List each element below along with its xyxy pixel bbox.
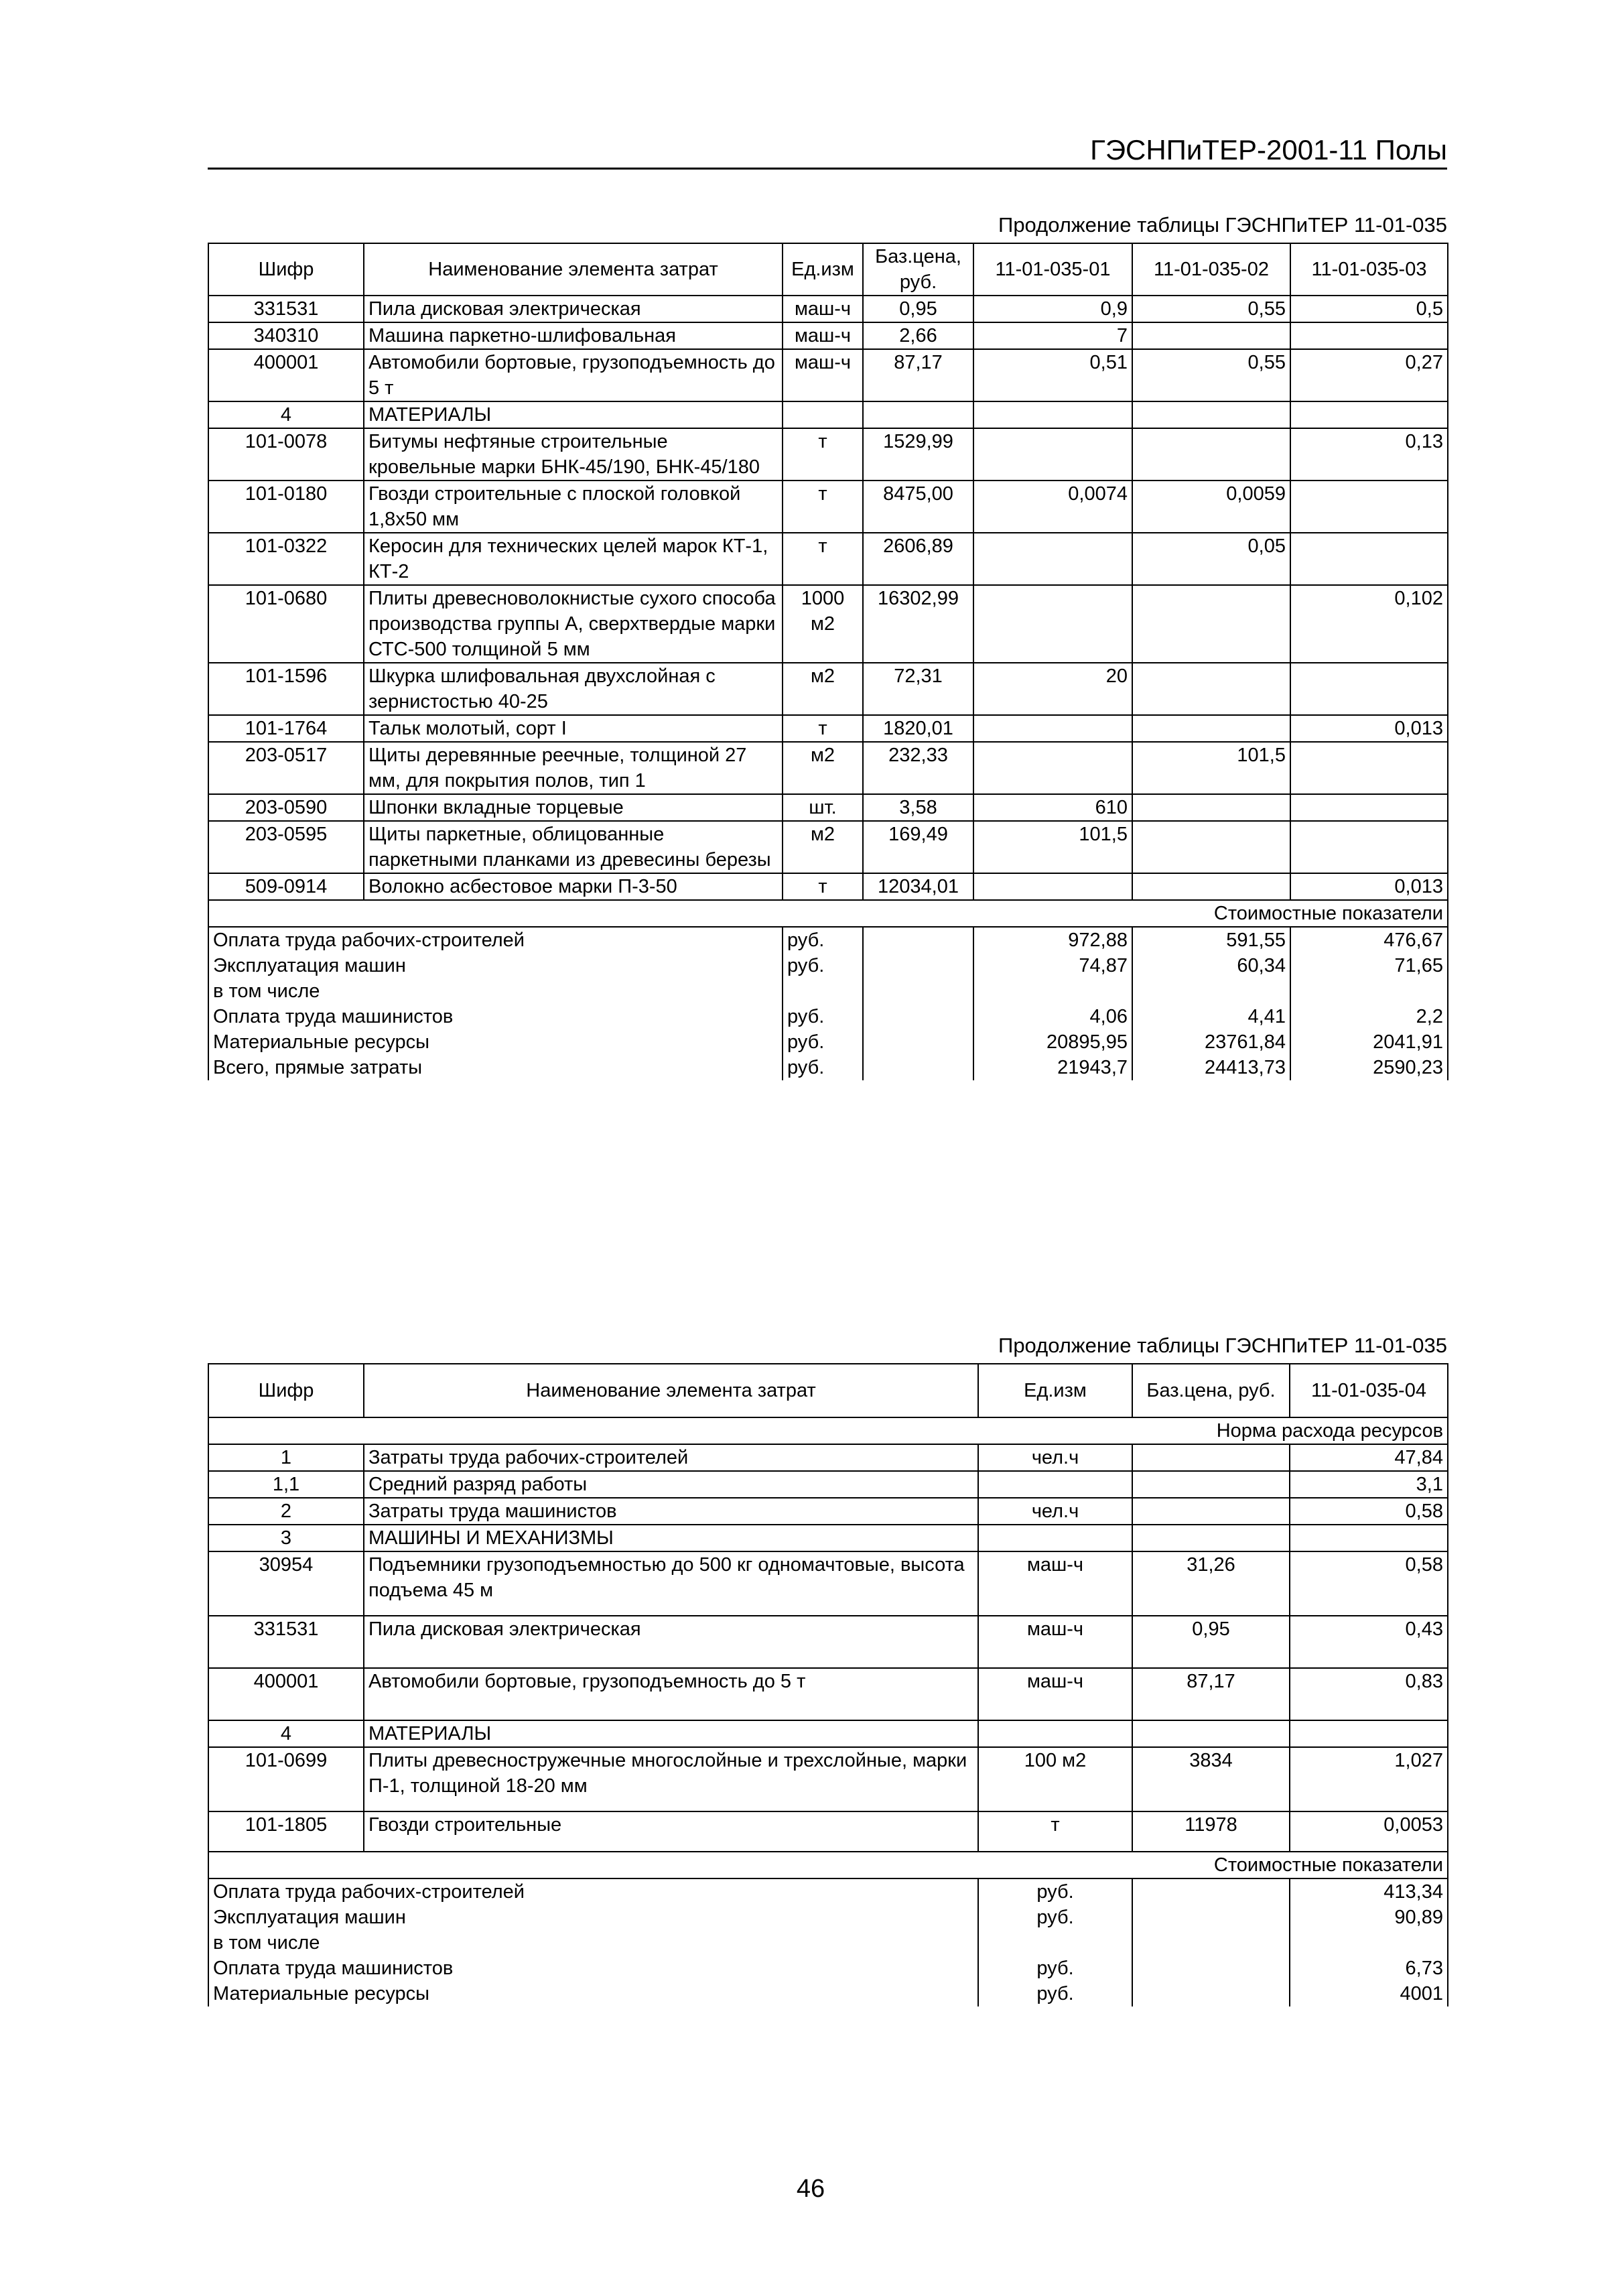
cost-indicators-row [208,900,1448,927]
table-row [208,401,1448,428]
cell-base-price: 2606,89 [863,533,973,585]
cell-value: 0,43 [1290,1616,1448,1668]
cell-value: 0,5 [1290,296,1448,322]
cost-row [208,1956,1448,1981]
cell-name: Подъемники грузоподъемностью до 500 кг одномачтовые, высота подъема 45 м [364,1551,978,1616]
cell-value: 0,13 [1290,428,1448,481]
header-base-price: Баз.цена, руб. [1132,1364,1290,1417]
header-col-01: 11-01-035-01 [973,243,1132,296]
cell-base-price: 11978 [1132,1811,1290,1852]
cost-row-value: 413,34 [1290,1878,1448,1905]
header-unit: Ед.изм [783,243,863,296]
cost-row-unit: руб. [783,1029,863,1055]
cell-value: 0,013 [1290,715,1448,742]
cost-row [208,1905,1448,1930]
header-rule [208,168,1447,170]
cell-value [1132,715,1290,742]
cell-name: Затраты труда машинистов [364,1498,978,1525]
cost-row-value: 972,88 [973,927,1132,953]
cost-row-name: в том числе [208,1930,978,1956]
cell-code: 101-0680 [208,585,364,663]
cell-unit: м2 [783,742,863,794]
cell-base-price: 2,66 [863,322,973,349]
cost-row-empty [863,978,973,1004]
header-base-price: Баз.цена, руб. [863,243,973,296]
cell-name: Плиты древесноволокнистые сухого способа производства группы А, сверхтвердые марки СТС-500 толщиной 5 мм [364,585,783,663]
cell-name: Средний разряд работы [364,1471,978,1498]
cell-code: 101-0180 [208,481,364,533]
cell-value [1290,821,1448,873]
table-row [208,428,1448,481]
cell-value [973,401,1132,428]
cell-value [1132,401,1290,428]
cell-value [1132,322,1290,349]
cell-value: 0,58 [1290,1551,1448,1616]
cost-row-value [973,978,1132,1004]
table-row [208,873,1448,900]
cell-value [1290,794,1448,821]
cell-value [973,873,1132,900]
cost-row-empty [1132,1956,1290,1981]
cell-base-price: 0,95 [863,296,973,322]
cell-base-price: 72,31 [863,663,973,715]
cost-row-value [1290,1930,1448,1956]
cell-name: Пила дисковая электрическая [364,296,783,322]
cell-value: 0,013 [1290,873,1448,900]
cost-row-name: в том числе [208,978,783,1004]
cell-name: Гвозди строительные [364,1811,978,1852]
cell-code: 203-0590 [208,794,364,821]
cell-base-price: 3,58 [863,794,973,821]
cost-row-value: 2590,23 [1290,1055,1448,1080]
section-title: МАТЕРИАЛЫ [364,1720,978,1747]
cell-unit: маш-ч [783,322,863,349]
cell-value [1132,428,1290,481]
table1-caption: Продолжение таблицы ГЭСНПиТЕР 11-01-035 [998,213,1447,237]
cell-name: Автомобили бортовые, грузоподъемность до 5 т [364,349,783,401]
resource-table-2 [208,1363,1448,2006]
cell-value [1290,1525,1448,1551]
cost-row-value: 90,89 [1290,1905,1448,1930]
cost-row-value [1290,978,1448,1004]
table-row [208,1616,1448,1668]
cell-name: Пила дисковая электрическая [364,1616,978,1668]
cell-code: 331531 [208,296,364,322]
cell-base-price [1132,1720,1290,1747]
cost-row [208,953,1448,978]
table-row [208,585,1448,663]
cell-code: 1,1 [208,1471,364,1498]
cell-unit: т [783,533,863,585]
cell-name: Щиты паркетные, облицованные паркетными планками из древесины березы [364,821,783,873]
cell-base-price: 16302,99 [863,585,973,663]
cell-name: Шпонки вкладные торцевые [364,794,783,821]
cell-value: 0,58 [1290,1498,1448,1525]
cost-row-name: Оплата труда рабочих-строителей [208,1878,978,1905]
cost-row-value [1132,978,1290,1004]
table-row [208,742,1448,794]
cost-row-unit: руб. [978,1905,1132,1930]
norm-label-row [208,1417,1448,1444]
cell-code: 4 [208,1720,364,1747]
cost-row [208,1055,1448,1080]
cell-value: 0,0053 [1290,1811,1448,1852]
cell-code: 101-1805 [208,1811,364,1852]
header-code: Шифр [208,1364,364,1417]
cell-value [1290,663,1448,715]
cost-row [208,927,1448,953]
cost-row-value: 74,87 [973,953,1132,978]
cost-row-value: 24413,73 [1132,1055,1290,1080]
cell-unit [978,1471,1132,1498]
cost-row-unit: руб. [783,1004,863,1029]
cell-code: 331531 [208,1616,364,1668]
header-unit: Ед.изм [978,1364,1132,1417]
header-col-04: 11-01-035-04 [1290,1364,1448,1417]
cell-value [973,585,1132,663]
cell-value [1132,663,1290,715]
cell-unit: т [783,428,863,481]
cost-row-empty [1132,1981,1290,2006]
cell-value [973,533,1132,585]
table2-header-row [208,1364,1448,1417]
cost-row-empty [1132,1930,1290,1956]
cell-base-price [1132,1471,1290,1498]
cell-name: Битумы нефтяные строительные кровельные марки БНК-45/190, БНК-45/180 [364,428,783,481]
cost-row-empty [863,1004,973,1029]
cell-base-price: 8475,00 [863,481,973,533]
cost-row-value: 4001 [1290,1981,1448,2006]
cell-value: 0,27 [1290,349,1448,401]
cell-base-price: 31,26 [1132,1551,1290,1616]
header-col-03: 11-01-035-03 [1290,243,1448,296]
cost-row-empty [863,1055,973,1080]
cell-value: 0,55 [1132,296,1290,322]
cell-value: 610 [973,794,1132,821]
cost-row-empty [863,927,973,953]
cost-row [208,1981,1448,2006]
table-row [208,715,1448,742]
cell-value [1290,401,1448,428]
cell-base-price: 12034,01 [863,873,973,900]
cost-row-name: Материальные ресурсы [208,1029,783,1055]
table-row [208,533,1448,585]
table-row [208,663,1448,715]
cell-name: Автомобили бортовые, грузоподъемность до 5 т [364,1668,978,1720]
cell-name: Тальк молотый, сорт I [364,715,783,742]
cell-value: 20 [973,663,1132,715]
table-row [208,1498,1448,1525]
cell-unit [978,1525,1132,1551]
cell-unit [978,1720,1132,1747]
cell-code: 203-0517 [208,742,364,794]
cost-row [208,1878,1448,1905]
cell-value: 1,027 [1290,1747,1448,1811]
cell-value [1290,742,1448,794]
cost-row-empty [863,1029,973,1055]
cell-unit: шт. [783,794,863,821]
table-row [208,1720,1448,1747]
cell-code: 2 [208,1498,364,1525]
cost-row-unit: руб. [978,1981,1132,2006]
cell-name: Плиты древесностружечные многослойные и трехслойные, марки П-1, толщиной 18-20 мм [364,1747,978,1811]
cell-value: 7 [973,322,1132,349]
cost-row-unit [783,978,863,1004]
cost-row-value: 2041,91 [1290,1029,1448,1055]
cell-unit: 1000 м2 [783,585,863,663]
cost-row-value: 476,67 [1290,927,1448,953]
cell-unit: 100 м2 [978,1747,1132,1811]
cost-row-empty [1132,1905,1290,1930]
cost-row [208,1004,1448,1029]
cost-row-value: 60,34 [1132,953,1290,978]
section-title: МАТЕРИАЛЫ [364,401,783,428]
table-row [208,794,1448,821]
cell-value: 0,9 [973,296,1132,322]
cost-indicators-label: Стоимостные показатели [208,900,1448,927]
table-row [208,1525,1448,1551]
cost-row-unit: руб. [978,1878,1132,1905]
table-row [208,481,1448,533]
cell-value [1132,585,1290,663]
cell-value [973,715,1132,742]
section-title: МАШИНЫ И МЕХАНИЗМЫ [364,1525,978,1551]
resource-table-1 [208,243,1448,1080]
cell-value [1290,533,1448,585]
cell-code: 340310 [208,322,364,349]
cell-base-price: 169,49 [863,821,973,873]
header-name: Наименование элемента затрат [364,1364,978,1417]
cell-name: Керосин для технических целей марок КТ-1, КТ-2 [364,533,783,585]
cell-value [1290,481,1448,533]
cell-code: 101-0699 [208,1747,364,1811]
cost-row-value: 23761,84 [1132,1029,1290,1055]
cell-unit: т [783,715,863,742]
cell-unit: маш-ч [783,296,863,322]
cost-row-empty [863,953,973,978]
cell-code: 4 [208,401,364,428]
cell-base-price: 87,17 [863,349,973,401]
table-row [208,322,1448,349]
cost-row-value: 2,2 [1290,1004,1448,1029]
cost-row [208,1029,1448,1055]
cell-value [1132,873,1290,900]
cell-code: 101-0322 [208,533,364,585]
cost-row-name: Эксплуатация машин [208,953,783,978]
cell-unit: маш-ч [978,1551,1132,1616]
cell-base-price: 87,17 [1132,1668,1290,1720]
cell-base-price: 0,95 [1132,1616,1290,1668]
table-row [208,1551,1448,1616]
table-row [208,821,1448,873]
header-col-02: 11-01-035-02 [1132,243,1290,296]
cost-row-value: 591,55 [1132,927,1290,953]
cell-code: 101-0078 [208,428,364,481]
cell-name: Затраты труда рабочих-строителей [364,1444,978,1471]
cell-value: 0,55 [1132,349,1290,401]
cell-name: Гвозди строительные с плоской головкой 1,8х50 мм [364,481,783,533]
cell-unit: чел.ч [978,1498,1132,1525]
cell-unit: маш-ч [783,349,863,401]
cost-row-unit [978,1930,1132,1956]
cell-name: Машина паркетно-шлифовальная [364,322,783,349]
cell-value [973,428,1132,481]
cost-indicators-label: Стоимостные показатели [208,1852,1448,1878]
cost-row-value: 20895,95 [973,1029,1132,1055]
cell-unit: маш-ч [978,1668,1132,1720]
norm-label: Норма расхода ресурсов [208,1417,1448,1444]
cost-row-value: 6,73 [1290,1956,1448,1981]
cell-unit: м2 [783,821,863,873]
cell-value [973,742,1132,794]
cell-value: 0,83 [1290,1668,1448,1720]
table-row [208,1747,1448,1811]
cell-value: 0,05 [1132,533,1290,585]
cost-row-value: 71,65 [1290,953,1448,978]
cell-value: 0,0059 [1132,481,1290,533]
cell-code: 30954 [208,1551,364,1616]
cell-unit: т [978,1811,1132,1852]
page-number: 46 [796,2175,825,2203]
table1-header-row [208,243,1448,296]
cell-value: 3,1 [1290,1471,1448,1498]
cost-row-unit: руб. [978,1956,1132,1981]
table-row [208,1811,1448,1852]
cell-unit: чел.ч [978,1444,1132,1471]
cell-value: 101,5 [1132,742,1290,794]
document-header-title: ГЭСНПиТЕР-2001-11 Полы [1090,134,1447,166]
cell-base-price [863,401,973,428]
table-row [208,1444,1448,1471]
cell-base-price [1132,1444,1290,1471]
cell-name: Волокно асбестовое марки П-3-50 [364,873,783,900]
table-row [208,1471,1448,1498]
cell-value [1132,794,1290,821]
cell-code: 101-1596 [208,663,364,715]
header-name: Наименование элемента затрат [364,243,783,296]
cost-row-value: 21943,7 [973,1055,1132,1080]
cost-row-unit: руб. [783,1055,863,1080]
cell-name: Шкурка шлифовальная двухслойная с зернистостью 40-25 [364,663,783,715]
cost-row-value: 4,06 [973,1004,1132,1029]
table-row [208,349,1448,401]
cell-base-price: 1820,01 [863,715,973,742]
cost-row-unit: руб. [783,953,863,978]
cell-base-price: 1529,99 [863,428,973,481]
cell-base-price [1132,1525,1290,1551]
cost-row-name: Оплата труда рабочих-строителей [208,927,783,953]
table-row [208,1668,1448,1720]
cell-value: 0,102 [1290,585,1448,663]
table2-caption: Продолжение таблицы ГЭСНПиТЕР 11-01-035 [998,1334,1447,1357]
cost-row-name: Материальные ресурсы [208,1981,978,2006]
cell-base-price: 232,33 [863,742,973,794]
cell-code: 101-1764 [208,715,364,742]
cell-value [1132,821,1290,873]
cell-code: 400001 [208,349,364,401]
cell-value [1290,1720,1448,1747]
cell-value [1290,322,1448,349]
table-row [208,296,1448,322]
cost-row-empty [1132,1878,1290,1905]
cost-row-value: 4,41 [1132,1004,1290,1029]
cell-name: Щиты деревянные реечные, толщиной 27 мм, для покрытия полов, тип 1 [364,742,783,794]
cell-base-price: 3834 [1132,1747,1290,1811]
cell-code: 3 [208,1525,364,1551]
cell-code: 1 [208,1444,364,1471]
cell-unit [783,401,863,428]
cell-unit: м2 [783,663,863,715]
cell-code: 509-0914 [208,873,364,900]
cell-unit: т [783,481,863,533]
cell-base-price [1132,1498,1290,1525]
cell-unit: маш-ч [978,1616,1132,1668]
cost-row-name: Всего, прямые затраты [208,1055,783,1080]
cell-value: 47,84 [1290,1444,1448,1471]
cell-unit: т [783,873,863,900]
cost-row-name: Оплата труда машинистов [208,1956,978,1981]
cost-row-name: Оплата труда машинистов [208,1004,783,1029]
cell-value: 101,5 [973,821,1132,873]
cell-value: 0,51 [973,349,1132,401]
cost-indicators-row [208,1852,1448,1878]
cost-row [208,1930,1448,1956]
cell-code: 400001 [208,1668,364,1720]
cost-row-name: Эксплуатация машин [208,1905,978,1930]
header-code: Шифр [208,243,364,296]
cell-value: 0,0074 [973,481,1132,533]
cost-row-unit: руб. [783,927,863,953]
cost-row [208,978,1448,1004]
cell-code: 203-0595 [208,821,364,873]
